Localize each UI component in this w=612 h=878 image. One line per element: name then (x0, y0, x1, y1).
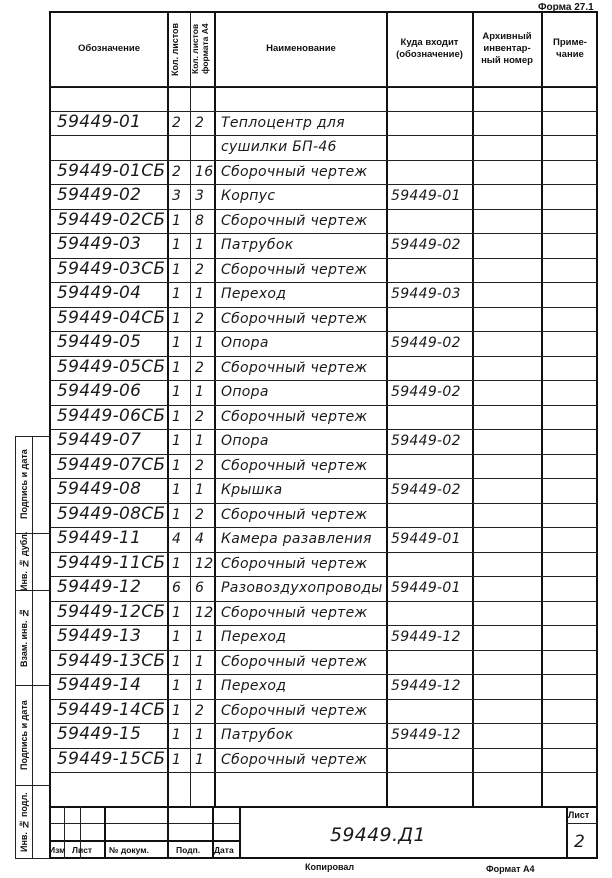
cell-name: Крышка (221, 482, 283, 498)
cell-a4: 1 (195, 482, 205, 498)
cell-designation: 59449-13СБ (57, 650, 166, 671)
cell-sheets: 1 (172, 261, 182, 278)
cell-sheets: 6 (172, 580, 182, 596)
cell-sheets: 1 (172, 506, 182, 523)
cell-sheets: 3 (172, 188, 182, 204)
title-col-izm: Изм (49, 845, 66, 855)
cell-sheets: 1 (172, 286, 182, 302)
cell-name: Сборочный чертеж (221, 408, 368, 425)
cell-name: Сборочный чертеж (221, 163, 368, 180)
cell-where: 59449-02 (391, 433, 461, 449)
cell-a4: 8 (195, 212, 205, 229)
cell-designation: 59449-02 (57, 185, 142, 205)
cell-a4: 1 (195, 629, 205, 645)
cell-name: Теплоцентр для (221, 114, 345, 131)
cell-a4: 2 (195, 261, 205, 278)
cell-name: Сборочный чертеж (221, 310, 368, 327)
cell-designation: 59449-06 (57, 381, 142, 401)
side-label-sign-date-1: Подпись и дата (19, 449, 29, 520)
cell-a4: 2 (195, 114, 205, 131)
header-note: Приме- чание (553, 37, 587, 60)
cell-designation: 59449-12СБ (57, 601, 166, 622)
cell-name: сушилки БП-46 (221, 139, 337, 155)
cell-where: 59449-02 (391, 384, 461, 400)
cell-a4: 1 (195, 678, 205, 694)
cell-name: Сборочный чертеж (221, 506, 368, 523)
cell-designation: 59449-05 (57, 332, 142, 352)
row-divider (49, 135, 598, 136)
cell-sheets: 2 (172, 163, 182, 180)
cell-a4: 12 (195, 555, 214, 572)
sheet-label: Лист (568, 810, 590, 820)
cell-where: 59449-12 (391, 629, 461, 645)
cell-a4: 1 (195, 237, 205, 253)
cell-sheets: 1 (172, 751, 182, 768)
cell-a4: 3 (195, 188, 205, 204)
cell-designation: 59449-11 (57, 528, 142, 548)
cell-name: Переход (221, 678, 287, 694)
cell-where: 59449-01 (391, 580, 461, 596)
cell-a4: 2 (195, 359, 205, 376)
cell-name: Разовоздухопроводы (221, 580, 383, 596)
cell-a4: 2 (195, 506, 205, 523)
cell-a4: 1 (195, 286, 205, 302)
footer-copied: Копировал (305, 862, 355, 872)
row-divider (49, 772, 598, 773)
cell-name: Патрубок (221, 727, 294, 743)
cell-sheets: 1 (172, 629, 182, 645)
cell-name: Сборочный чертеж (221, 261, 368, 278)
cell-where: 59449-12 (391, 678, 461, 694)
cell-where: 59449-02 (391, 237, 461, 253)
cell-sheets: 1 (172, 555, 182, 572)
cell-sheets: 1 (172, 457, 182, 474)
cell-designation: 59449-13 (57, 626, 142, 646)
title-col-sign: Подп. (176, 845, 201, 855)
cell-name: Сборочный чертеж (221, 751, 368, 768)
cell-name: Сборочный чертеж (221, 359, 368, 376)
cell-a4: 2 (195, 457, 205, 474)
cell-sheets: 1 (172, 702, 182, 719)
cell-where: 59449-02 (391, 482, 461, 498)
cell-sheets: 1 (172, 359, 182, 376)
cell-name: Сборочный чертеж (221, 457, 368, 474)
cell-sheets: 1 (172, 727, 182, 743)
cell-where: 59449-02 (391, 335, 461, 351)
cell-sheets: 1 (172, 335, 182, 351)
cell-designation: 59449-12 (57, 577, 142, 597)
cell-designation: 59449-14 (57, 675, 142, 695)
cell-name: Переход (221, 286, 287, 302)
cell-name: Корпус (221, 188, 276, 204)
cell-sheets: 1 (172, 678, 182, 694)
cell-a4: 1 (195, 751, 205, 768)
document-number: 59449.Д1 (330, 824, 426, 846)
form-label: Форма 27.1 (538, 2, 594, 13)
cell-a4: 2 (195, 702, 205, 719)
cell-sheets: 1 (172, 310, 182, 327)
cell-sheets: 4 (172, 531, 182, 547)
cell-name: Опора (221, 384, 269, 400)
cell-designation: 59449-04СБ (57, 307, 166, 328)
cell-name: Камера разавления (221, 531, 372, 547)
cell-designation: 59449-15СБ (57, 748, 166, 769)
header-designation: Обозначение (77, 43, 141, 55)
cell-a4: 1 (195, 335, 205, 351)
cell-sheets: 1 (172, 433, 182, 449)
side-label-inv-dup: Инв. № дубл. (19, 531, 29, 592)
header-where-used: Куда входит (обозначение) (396, 37, 463, 60)
cell-name: Сборочный чертеж (221, 604, 368, 621)
cell-where: 59449-03 (391, 286, 461, 302)
cell-designation: 59449-14СБ (57, 699, 166, 720)
cell-sheets: 1 (172, 237, 182, 253)
footer-format: Формат А4 (486, 864, 535, 874)
title-col-list: Лист (72, 845, 93, 855)
cell-designation: 59449-04 (57, 283, 142, 303)
sheet-number: 2 (574, 832, 586, 852)
cell-a4: 16 (195, 163, 214, 180)
cell-designation: 59449-05СБ (57, 356, 166, 377)
cell-where: 59449-01 (391, 531, 461, 547)
cell-designation: 59449-01 (57, 111, 142, 132)
cell-name: Сборочный чертеж (221, 702, 368, 719)
cell-sheets: 1 (172, 653, 182, 670)
cell-a4: 1 (195, 653, 205, 670)
cell-designation: 59449-07 (57, 430, 142, 450)
cell-designation: 59449-02СБ (57, 209, 166, 230)
title-col-doc: № докум. (109, 845, 149, 855)
cell-a4: 6 (195, 580, 205, 596)
cell-name: Сборочный чертеж (221, 212, 368, 229)
cell-sheets: 1 (172, 384, 182, 400)
side-label-inv-original: Инв. № подл. (19, 792, 29, 852)
cell-designation: 59449-11СБ (57, 552, 166, 573)
cell-a4: 12 (195, 604, 214, 621)
cell-designation: 59449-06СБ (57, 405, 166, 426)
cell-sheets: 1 (172, 212, 182, 229)
cell-a4: 1 (195, 727, 205, 743)
cell-a4: 1 (195, 433, 205, 449)
cell-a4: 4 (195, 531, 205, 547)
cell-designation: 59449-01СБ (57, 160, 166, 181)
header-name: Наименование (266, 43, 336, 55)
header-archive: Архивный инвентар- ный номер (481, 31, 533, 66)
cell-where: 59449-12 (391, 727, 461, 743)
title-col-date: Дата (214, 845, 234, 855)
side-label-replace-inv: Взам. инв. № (19, 607, 29, 668)
cell-name: Сборочный чертеж (221, 555, 368, 572)
cell-designation: 59449-15 (57, 724, 142, 744)
header-a4-format: Кол. листов формата А4 (190, 23, 210, 75)
cell-a4: 2 (195, 310, 205, 327)
cell-sheets: 2 (172, 114, 182, 131)
cell-sheets: 1 (172, 604, 182, 621)
cell-designation: 59449-03СБ (57, 258, 166, 279)
cell-where: 59449-01 (391, 188, 461, 204)
cell-designation: 59449-08 (57, 479, 142, 499)
cell-name: Опора (221, 433, 269, 449)
cell-sheets: 1 (172, 482, 182, 498)
cell-a4: 2 (195, 408, 205, 425)
cell-name: Сборочный чертеж (221, 653, 368, 670)
cell-designation: 59449-08СБ (57, 503, 166, 524)
cell-name: Опора (221, 335, 269, 351)
cell-designation: 59449-07СБ (57, 454, 166, 475)
row-divider (49, 86, 598, 87)
cell-designation: 59449-03 (57, 234, 142, 254)
cell-a4: 1 (195, 384, 205, 400)
side-label-sign-date-2: Подпись и дата (19, 700, 29, 770)
header-sheets-count: Кол. листов (170, 22, 180, 76)
cell-name: Патрубок (221, 237, 294, 253)
cell-name: Переход (221, 629, 287, 645)
cell-sheets: 1 (172, 408, 182, 425)
